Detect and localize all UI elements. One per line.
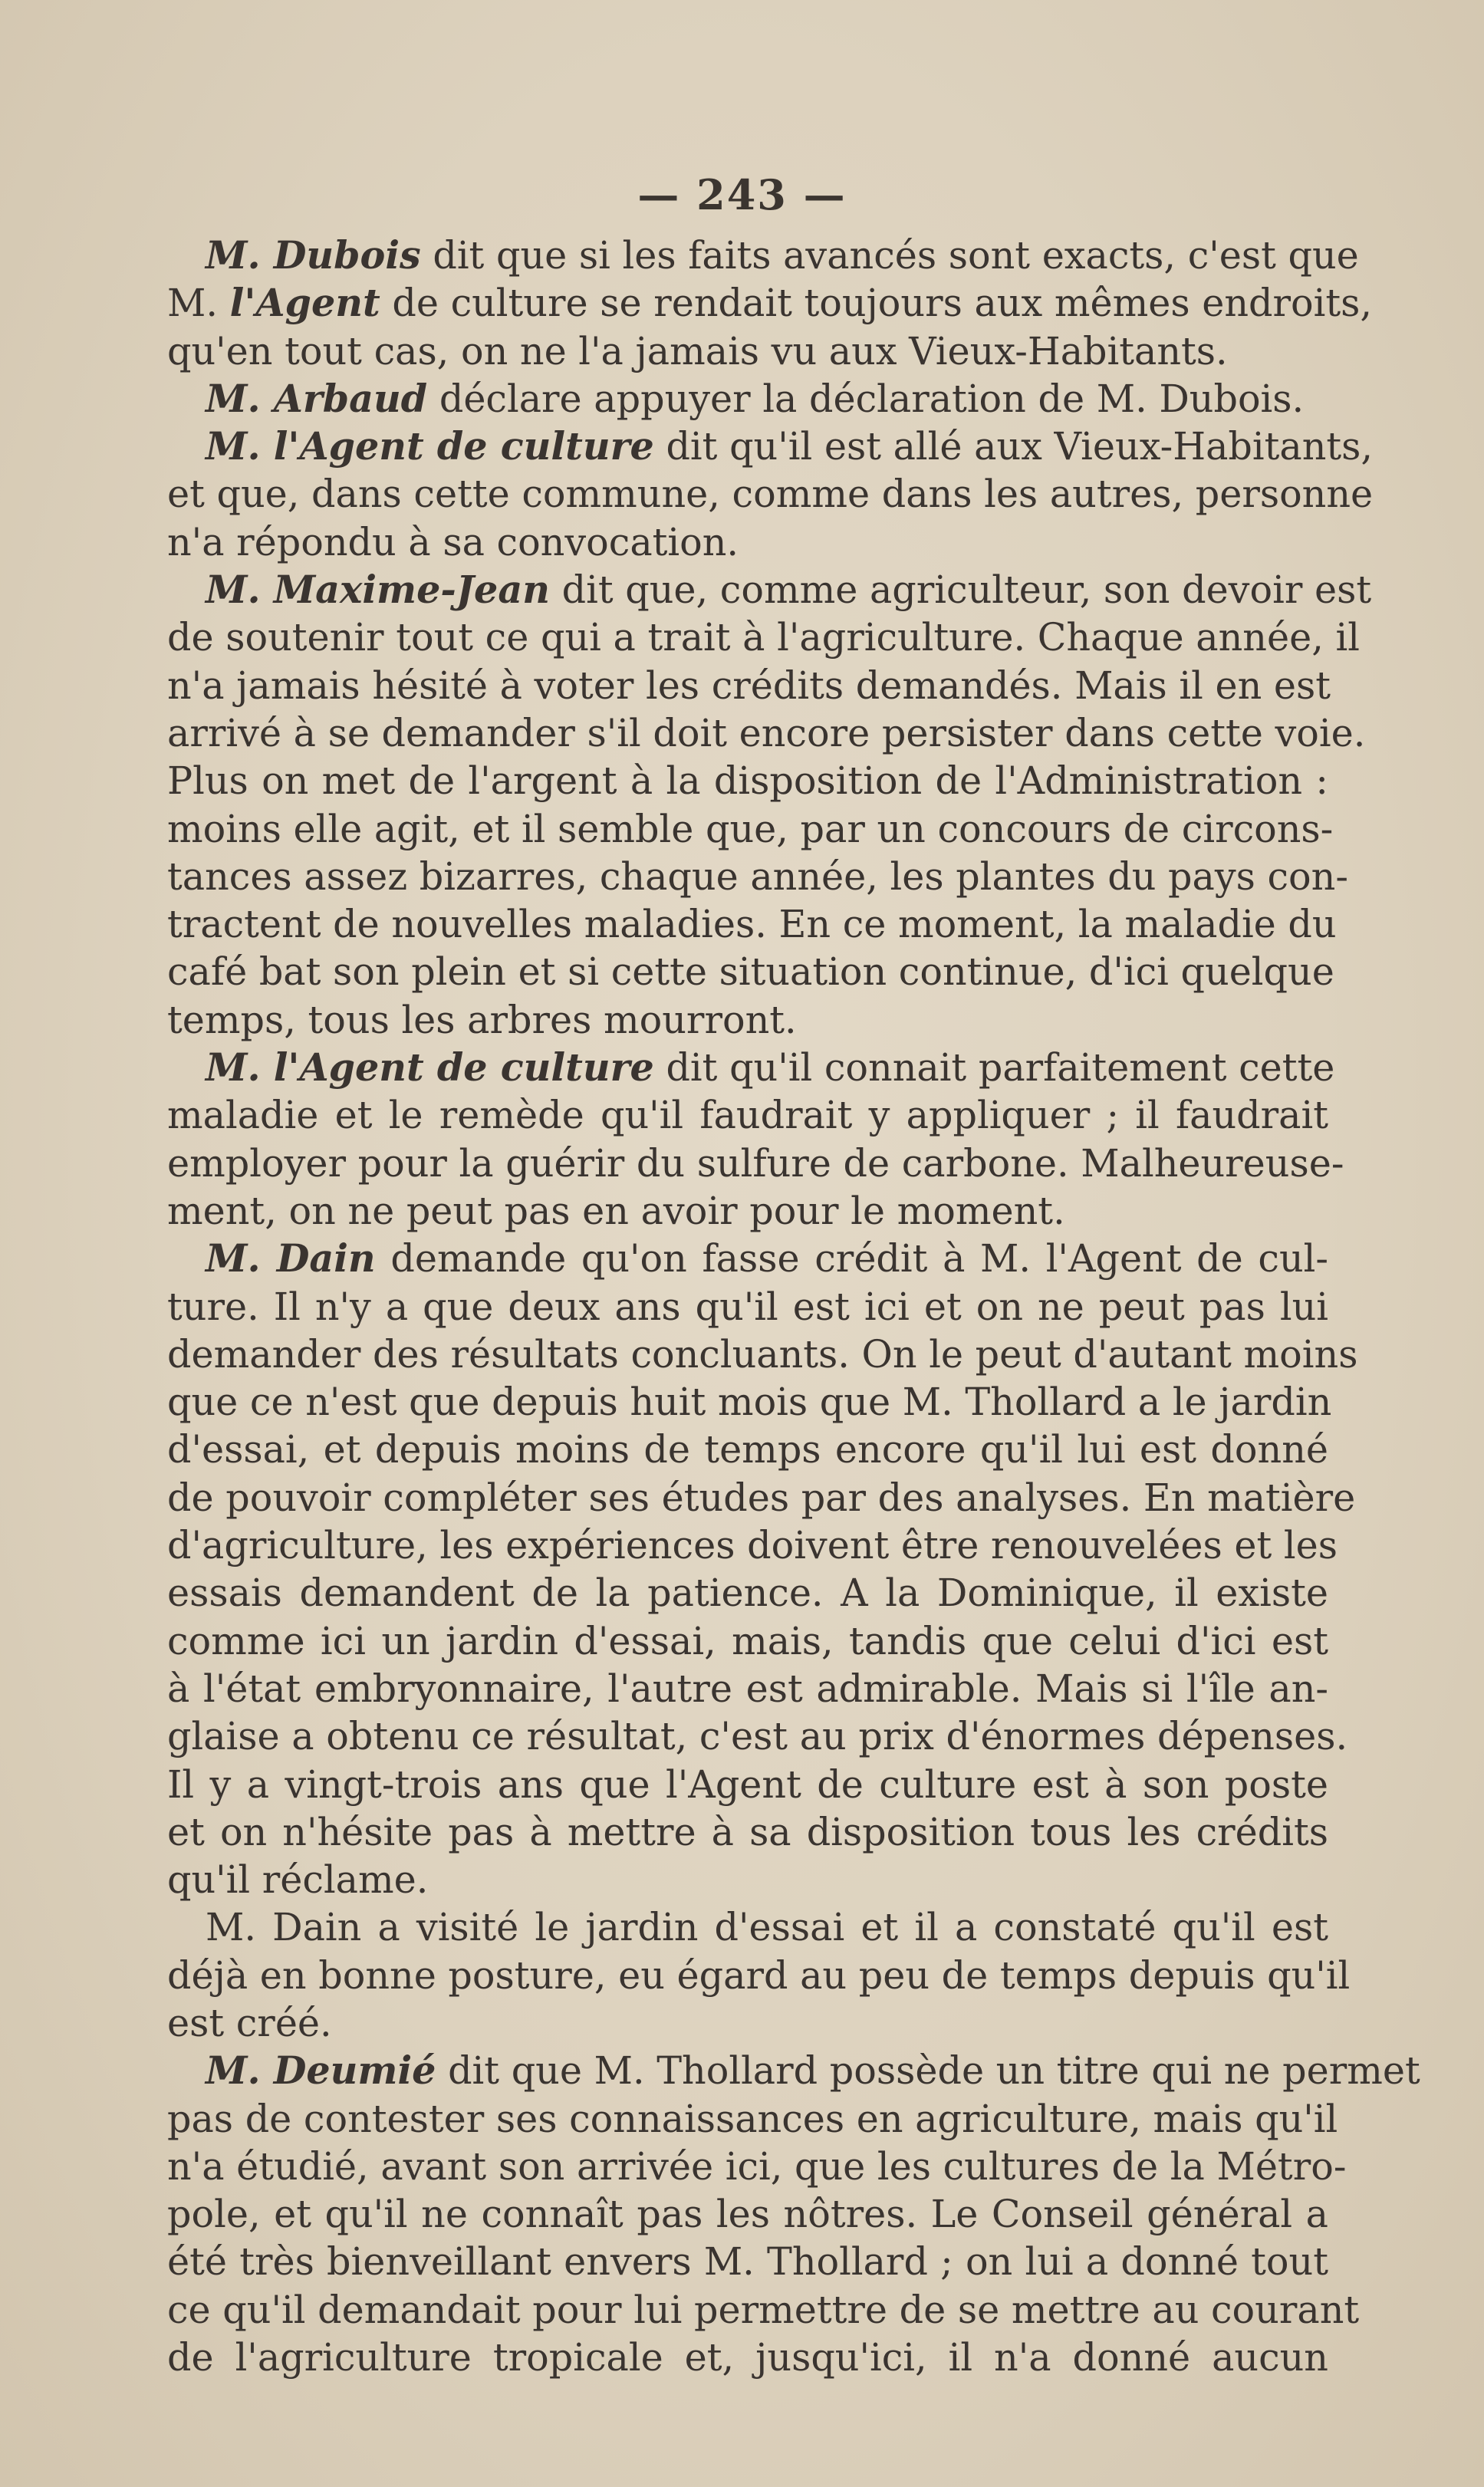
text-segment: tances assez bizarres, chaque année, les plantes du pays con- [167,854,1348,899]
text-line [167,996,1328,1044]
text-line [167,2238,1328,2285]
text-segment: de soutenir tout ce qui a trait à l'agriculture. Chaque année, il [167,615,1360,660]
text-line [167,566,1372,614]
text-line [167,518,1328,566]
text-line [167,1331,1358,1378]
text-line [167,375,1328,423]
text-line [167,232,1359,279]
text-segment: qu'en tout cas, on ne l'a jamais vu aux Vieux-Habitants. [167,328,1228,373]
text-line [167,1903,1328,1951]
text-segment: Il y a vingt-trois ans que l'Agent de culture est à son poste [167,1762,1328,1807]
text-segment: déclare appuyer la déclaration de M. Dubois. [427,376,1305,421]
speaker-name: l'Agent [229,281,380,326]
text-line [167,1617,1328,1665]
text-line [167,1761,1328,1808]
text-segment: est créé. [167,2000,332,2045]
text-line [167,1999,1328,2047]
text-line [167,1808,1328,1856]
text-segment: M. [167,281,230,326]
text-line [167,1856,1328,1903]
text-line [167,1712,1348,1760]
text-line [167,1474,1356,1521]
text-segment: comme ici un jardin d'essai, mais, tandis que celui d'ici est [167,1618,1328,1663]
text-line [167,1426,1328,1473]
text-segment: n'a étudié, avant son arrivée ici, que les cultures de la Métro- [167,2143,1347,2189]
text-segment: Plus on met de l'argent à la disposition de l'Administration : [167,758,1328,804]
text-line [167,853,1348,900]
text-line [167,470,1374,518]
text-segment: ment, on ne peut pas en avoir pour le moment. [167,1188,1065,1233]
text-segment: et on n'hésite pas à mettre à sa disposition tous les crédits [167,1809,1328,1854]
text-segment: essais demandent de la patience. A la Dominique, il existe [167,1571,1328,1616]
text-segment: de l'agriculture tropicale et, jusqu'ici, il n'a donné aucun [167,2335,1328,2380]
text-line [167,1283,1328,1331]
text-line [167,709,1366,757]
text-segment: d'essai, et depuis moins de temps encore qu'il lui est donné [167,1427,1328,1472]
text-segment: demande qu'on fasse crédit à M. l'Agent de cul- [375,1236,1328,1281]
text-line [167,279,1373,327]
text-segment: qu'il réclame. [167,1857,429,1903]
text-segment: temps, tous les arbres mourront. [167,997,797,1042]
speaker-name: M. Maxime-Jean [206,567,550,613]
speaker-name: M. Deumié [206,2048,436,2094]
text-segment: pas de contester ses connaissances en agriculture, mais qu'il [167,2096,1338,2141]
speaker-name: M. Dain [206,1236,376,1281]
speaker-name: M. l'Agent de culture [206,1045,654,1091]
text-segment: n'a répondu à sa convocation. [167,519,739,564]
page-number: — 243 — [637,170,847,219]
text-segment: tractent de nouvelles maladies. En ce moment, la maladie du [167,902,1337,947]
text-segment: café bat son plein et si cette situation continue, d'ici quelque [167,949,1334,995]
text-line [167,1091,1328,1139]
text-line [167,423,1374,470]
speaker-name: M. l'Agent de culture [206,424,654,469]
text-line [167,1044,1335,1091]
speaker-name: M. Dubois [206,233,421,278]
text-segment: ce qu'il demandait pour lui permettre de se mettre au courant [167,2287,1360,2332]
paragraph [167,2047,1420,2381]
text-segment: déjà en bonne posture, eu égard au peu de temps depuis qu'il [167,1952,1351,1998]
paragraph [167,566,1372,1044]
text-line [167,2143,1347,2190]
text-line [167,2190,1328,2238]
text-line [167,1235,1328,1282]
text-segment: de culture se rendait toujours aux mêmes endroits, [380,281,1373,326]
text-segment: dit qu'il est allé aux Vieux-Habitants, [653,424,1374,469]
text-segment: d'agriculture, les expériences doivent être renouvelées et les [167,1523,1338,1568]
text-segment: de pouvoir compléter ses études par des analyses. En matière [167,1475,1356,1520]
paragraph [167,375,1328,423]
text-line [167,327,1328,375]
text-line [167,757,1328,804]
text-segment: n'a jamais hésité à voter les crédits demandés. Mais il en est [167,663,1331,708]
text-segment: ture. Il n'y a que deux ans qu'il est ici et on ne peut pas lui [167,1284,1328,1329]
text-line [167,2286,1360,2334]
text-segment: arrivé à se demander s'il doit encore persister dans cette voie. [167,710,1366,755]
paragraph [167,1044,1344,1235]
body-text [167,232,1420,2381]
paragraph [167,423,1374,566]
text-segment: dit que, comme agriculteur, son devoir est [549,567,1372,613]
text-line [167,1140,1344,1187]
text-segment: dit qu'il connait parfaitement cette [653,1045,1335,1091]
text-line [167,948,1334,995]
paragraph [167,1235,1358,1903]
paragraph [167,1903,1351,2047]
text-segment: glaise a obtenu ce résultat, c'est au prix d'énormes dépenses. [167,1714,1348,1759]
text-line [167,900,1337,948]
text-line [167,1521,1338,1569]
text-segment: été très bienveillant envers M. Thollard ; on lui a donné tout [167,2239,1328,2285]
text-line [167,2047,1420,2094]
text-segment: employer pour la guérir du sulfure de carbone. Malheureuse- [167,1140,1344,1186]
paragraph [167,232,1373,375]
text-line [167,2095,1338,2143]
text-segment: dit que M. Thollard possède un titre qui ne permet [436,2048,1420,2094]
text-line [167,1569,1328,1617]
speaker-name: M. Arbaud [206,376,428,421]
text-line [167,1378,1332,1426]
text-line [167,1952,1351,1999]
text-segment: et que, dans cette commune, comme dans les autres, personne [167,472,1374,517]
text-line [167,662,1331,709]
text-line [167,1187,1328,1235]
text-segment: pole, et qu'il ne connaît pas les nôtres. Le Conseil général a [167,2192,1328,2237]
text-segment: M. Dain a visité le jardin d'essai et il a constaté qu'il est [206,1905,1328,1950]
text-line [167,1665,1328,1712]
text-segment: dit que si les faits avancés sont exacts, c'est que [420,233,1359,278]
text-segment: maladie et le remède qu'il faudrait y appliquer ; il faudrait [167,1093,1328,1138]
text-line [167,805,1334,853]
text-line [167,614,1360,661]
text-segment: que ce n'est que depuis huit mois que M. Thollard a le jardin [167,1380,1332,1425]
text-line [167,2334,1328,2381]
text-segment: demander des résultats concluants. On le peut d'autant moins [167,1331,1358,1377]
text-segment: moins elle agit, et il semble que, par un concours de circons- [167,806,1334,851]
text-segment: à l'état embryonnaire, l'autre est admirable. Mais si l'île an- [167,1666,1328,1711]
